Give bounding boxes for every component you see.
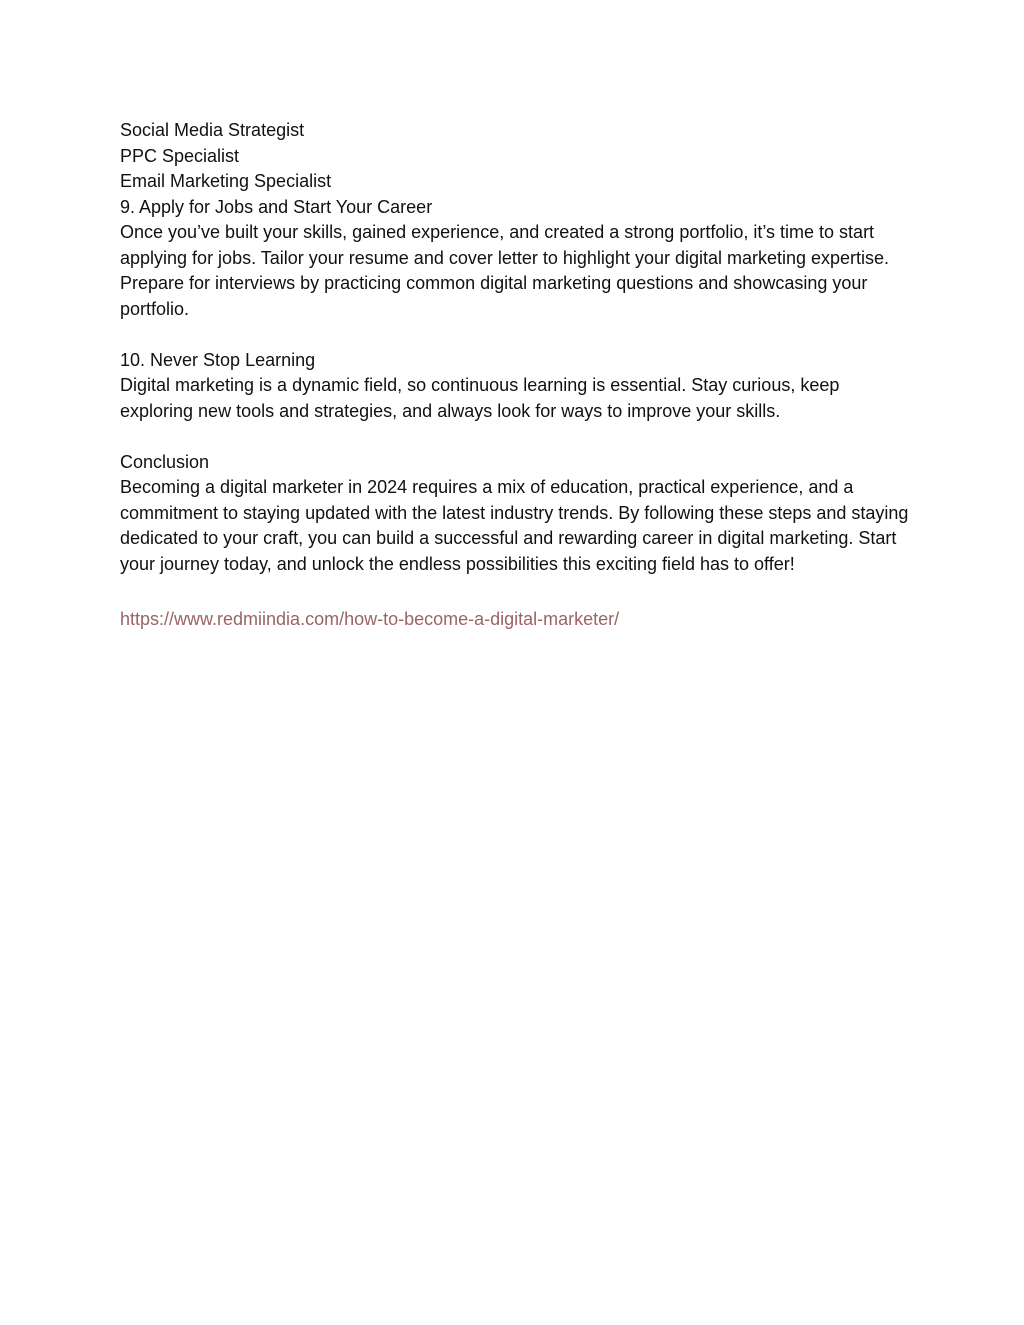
list-item-ppc-specialist: PPC Specialist — [120, 145, 240, 166]
section-10-body: Digital marketing is a dynamic field, so continuous learning is essential. Stay curious, keep exploring new tools and strategies, and always look for ways to improve your skills. — [120, 375, 840, 421]
paragraph-spacer — [120, 322, 910, 348]
list-item-social-media-strategist: Social Media Strategist — [120, 120, 305, 140]
list-item-email-marketing-specialist: Email Marketing Specialist — [120, 171, 332, 191]
paragraph-spacer — [120, 424, 910, 450]
section-9-body: Once you’ve built your skills, gained experience, and created a strong portfolio, it’s time to start applying for jobs. Tailor your resume and cover letter to highlight your digital marketing expertise. Prepare for interviews by practicing common digital marketing questions and showcasing your portfolio. — [120, 222, 890, 319]
conclusion-heading: Conclusion — [120, 451, 210, 472]
document-page — [120, 118, 910, 632]
source-link[interactable]: https://www.redmiindia.com/how-to-become-a-digital-marketer/ — [120, 608, 620, 629]
conclusion-body: Becoming a digital marketer in 2024 requires a mix of education, practical experience, and a commitment to staying updated with the latest industry trends. By following these steps and staying dedicated to your craft, you can build a successful and rewarding career in digital marketing. Start your journey today, and unlock the endless possibilities this exciting field has to offer! — [120, 477, 909, 574]
section-9-heading: 9. Apply for Jobs and Start Your Career — [120, 196, 433, 217]
paragraph-spacer — [120, 577, 910, 603]
section-10-heading: 10. Never Stop Learning — [120, 349, 316, 370]
